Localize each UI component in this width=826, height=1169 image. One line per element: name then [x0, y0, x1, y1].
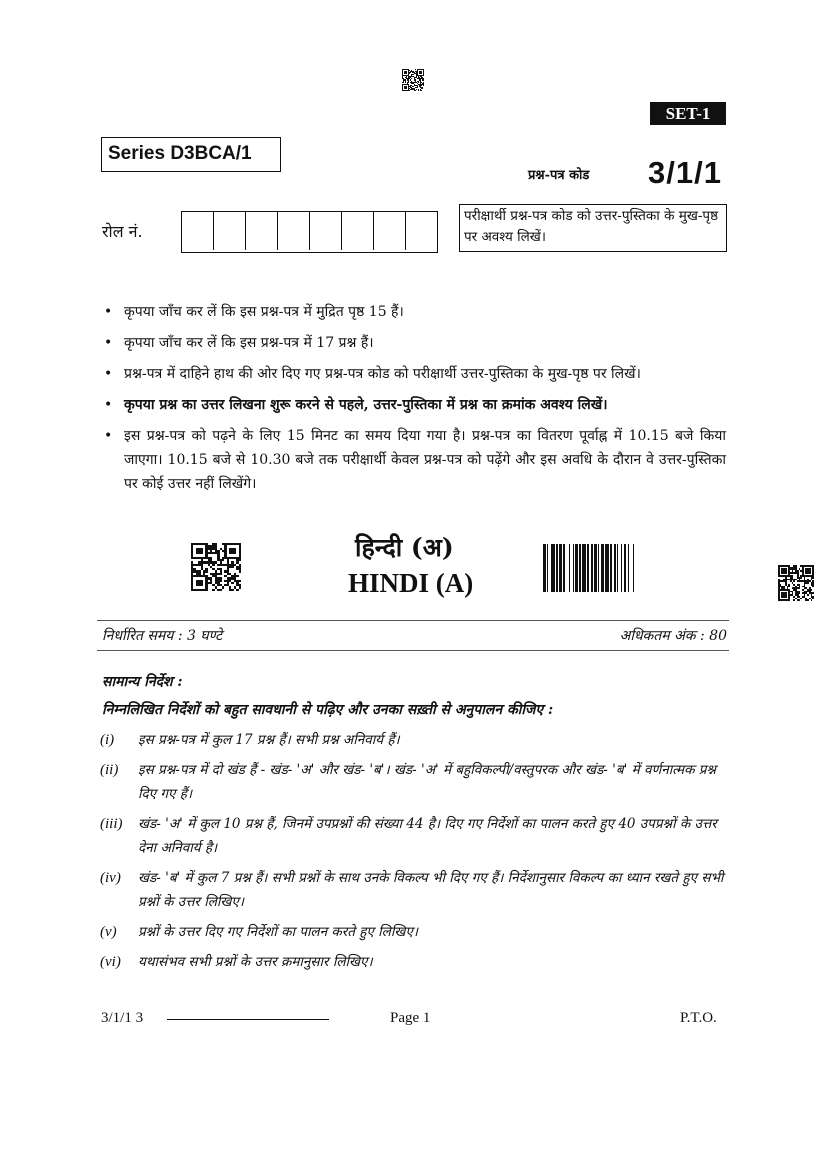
- bullet-icon: •: [104, 335, 113, 351]
- roll-box[interactable]: [342, 212, 374, 250]
- page-number: Page 1: [390, 1010, 431, 1026]
- footer-code: 3/1/1 3: [101, 1010, 144, 1026]
- bullet-icon: •: [104, 397, 113, 413]
- general-instructions-subtitle: निम्नलिखित निर्देशों को बहुत सावधानी से पढ़िए और उनका सख़्ती से अनुपालन कीजिए :: [102, 702, 554, 718]
- check-item: • कृपया प्रश्न का उत्तर लिखना शुरू करने से पहले, उत्तर-पुस्तिका में प्रश्न का क्रमांक अवश्य लिखें।: [104, 393, 726, 417]
- check-item: • प्रश्न-पत्र में दाहिने हाथ की ओर दिए गए प्रश्न-पत्र कोड को परीक्षार्थी उत्तर-पुस्तिका के मुख-पृष्ठ पर लिखें।: [104, 362, 726, 386]
- paper-code: 3/1/1: [648, 155, 722, 190]
- time-allowed: निर्धारित समय : 3 घण्टे: [102, 628, 223, 644]
- instruction-item: (ii) इस प्रश्न-पत्र में दो खंड हैं - खंड- 'अ' और खंड- 'ब'। खंड- 'अ' में बहुविकल्पी/वस्तुपरक और खंड- 'ब' में वर्णनात्मक प्रश्न दिए गए हैं।: [100, 762, 716, 802]
- divider: [97, 620, 729, 621]
- footer-rule: [167, 1019, 329, 1020]
- roll-number-label: रोल नं.: [102, 222, 143, 241]
- bullet-icon: •: [104, 304, 113, 320]
- general-instructions-title: सामान्य निर्देश :: [102, 674, 183, 690]
- instruction-item: (iii) खंड- 'अ' में कुल 10 प्रश्न हैं, जिनमें उपप्रश्नों की संख्या 44 है। दिए गए निर्देशों का पालन करते हुए 40 उपप्रश्नों के उत्तर देना अनिवार्य है।: [100, 816, 717, 856]
- qr-code-side: [778, 565, 814, 601]
- pto-label: P.T.O.: [680, 1010, 717, 1026]
- paper-code-label: प्रश्न-पत्र कोड: [528, 168, 590, 183]
- qr-code-top: [402, 69, 424, 91]
- bullet-icon: •: [104, 366, 113, 382]
- roll-box[interactable]: [406, 212, 437, 250]
- set-badge: SET-1: [650, 102, 726, 125]
- qr-code-left: [191, 543, 241, 591]
- roll-box[interactable]: [278, 212, 310, 250]
- instruction-item: (i) इस प्रश्न-पत्र में कुल 17 प्रश्न हैं। सभी प्रश्न अनिवार्य हैं।: [100, 732, 400, 748]
- check-item: • कृपया जाँच कर लें कि इस प्रश्न-पत्र में मुद्रित पृष्ठ 15 हैं।: [104, 300, 726, 324]
- roll-box[interactable]: [310, 212, 342, 250]
- series-label: Series D3BCA/1: [101, 137, 281, 172]
- code-note: परीक्षार्थी प्रश्न-पत्र कोड को उत्तर-पुस्तिका के मुख-पृष्ठ पर अवश्य लिखें।: [459, 204, 727, 252]
- roll-box[interactable]: [214, 212, 246, 250]
- divider: [97, 650, 729, 651]
- check-item: • इस प्रश्न-पत्र को पढ़ने के लिए 15 मिनट का समय दिया गया है। प्रश्न-पत्र का वितरण पूर्वाह्न में 10.15 बजे किया जाएगा। 10.15 बजे से 10.30 बजे तक परीक्षार्थी केवल प्रश्न-पत्र को पढ़ेंगे और इस अवधि के दौरान वे उत्तर-पुस्तिका पर कोई उत्तर नहीं लिखेंगे।: [104, 424, 726, 496]
- instruction-list: [100, 728, 730, 980]
- instruction-item: (iv) खंड- 'ब' में कुल 7 प्रश्न हैं। सभी प्रश्नों के साथ उनके विकल्प भी दिए गए हैं। निर्देशानुसार विकल्प का ध्यान रखते हुए सभी प्रश्नों के उत्तर लिखिए।: [100, 870, 724, 910]
- subject-title-english: HINDI (A): [348, 568, 474, 598]
- roll-box[interactable]: [374, 212, 406, 250]
- roll-box[interactable]: [246, 212, 278, 250]
- instruction-item: (v) प्रश्नों के उत्तर दिए गए निर्देशों का पालन करते हुए लिखिए।: [100, 924, 418, 940]
- instruction-item: (vi) यथासंभव सभी प्रश्नों के उत्तर क्रमानुसार लिखिए।: [100, 954, 373, 970]
- subject-title-hindi: हिन्दी (अ): [355, 533, 454, 562]
- roll-number-boxes[interactable]: [181, 211, 438, 253]
- check-list: [104, 300, 726, 503]
- bullet-icon: •: [104, 428, 113, 444]
- roll-box[interactable]: [182, 212, 214, 250]
- barcode: [543, 544, 673, 592]
- max-marks: अधिकतम अंक : 80: [619, 628, 727, 644]
- check-item: • कृपया जाँच कर लें कि इस प्रश्न-पत्र में 17 प्रश्न हैं।: [104, 331, 726, 355]
- exam-meta-row: [102, 626, 727, 645]
